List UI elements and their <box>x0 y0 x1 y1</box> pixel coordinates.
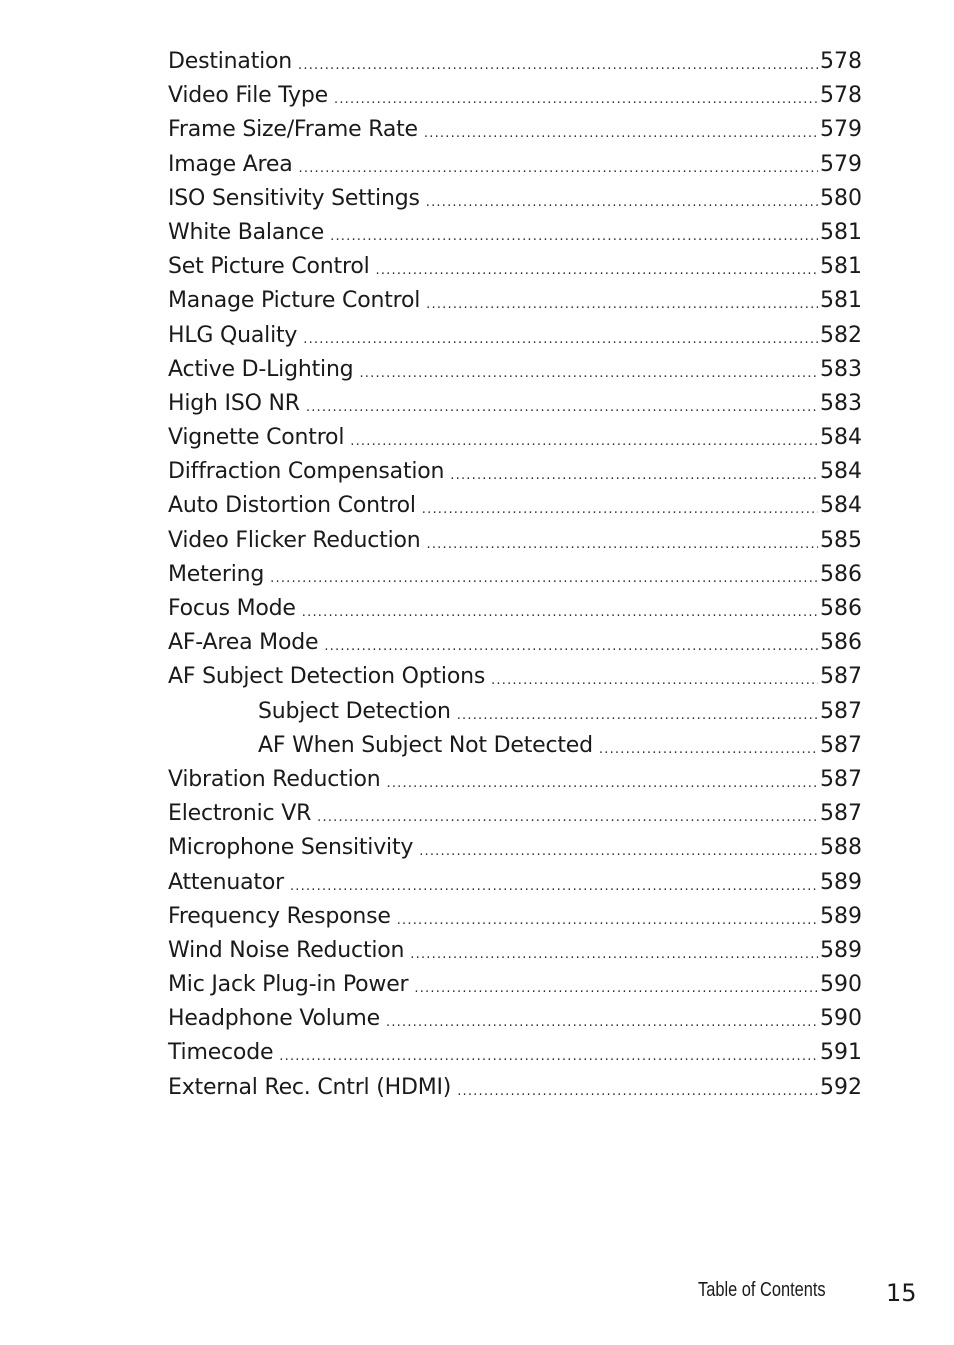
toc-dot-leader <box>457 1075 818 1109</box>
toc-entry-page-number[interactable]: 588 <box>820 835 862 861</box>
toc-entry[interactable] <box>168 1036 862 1070</box>
toc-entry[interactable] <box>168 216 862 250</box>
toc-entry-page-number[interactable]: 587 <box>820 698 862 724</box>
toc-entry-page-number[interactable]: 584 <box>820 425 862 451</box>
toc-entry[interactable] <box>168 524 862 558</box>
toc-entry-page-number[interactable]: 587 <box>820 732 862 758</box>
toc-entry-title[interactable]: Vibration Reduction <box>168 766 381 792</box>
toc-entry-title[interactable]: Video Flicker Reduction <box>168 527 421 553</box>
toc-entry-page-number[interactable]: 590 <box>820 1006 862 1032</box>
toc-entry-page-number[interactable]: 579 <box>820 117 862 143</box>
toc-dot-leader <box>450 459 818 493</box>
toc-dot-leader <box>426 288 818 322</box>
toc-entry-title[interactable]: Headphone Volume <box>168 1006 380 1032</box>
toc-entry-title[interactable]: AF-Area Mode <box>168 630 319 656</box>
toc-entry-page-number[interactable]: 581 <box>820 254 862 280</box>
toc-dot-leader <box>303 323 818 357</box>
toc-entry[interactable] <box>168 319 862 353</box>
toc-entry[interactable] <box>168 489 862 523</box>
toc-dot-leader <box>334 83 818 117</box>
toc-entry-title[interactable]: Attenuator <box>168 869 284 895</box>
toc-dot-leader <box>599 733 818 767</box>
toc-entry-title[interactable]: Image Area <box>168 151 293 177</box>
toc-dot-leader <box>414 972 818 1006</box>
toc-dot-leader <box>350 425 818 459</box>
footer-section-label: Table of Contents <box>698 1279 826 1301</box>
toc-entry-title[interactable]: Focus Mode <box>168 596 296 621</box>
toc-entry[interactable] <box>168 695 862 729</box>
toc-entry-title[interactable]: Auto Distortion Control <box>168 493 416 519</box>
toc-entry-page-number[interactable]: 585 <box>820 527 862 553</box>
toc-entry-page-number[interactable]: 579 <box>820 151 862 177</box>
toc-dot-leader <box>491 664 818 698</box>
toc-dot-leader <box>457 699 818 733</box>
toc-dot-leader <box>279 1040 818 1074</box>
toc-entry-title[interactable]: Active D-Lighting <box>168 356 354 382</box>
toc-entry[interactable] <box>168 182 862 216</box>
toc-entry-title[interactable]: Vignette Control <box>168 425 345 451</box>
toc-entry[interactable] <box>168 45 862 79</box>
toc-entry-page-number[interactable]: 584 <box>820 459 862 485</box>
toc-entry-title[interactable]: AF Subject Detection Options <box>168 664 486 690</box>
toc-dot-leader <box>306 391 818 425</box>
toc-entry-title[interactable]: Destination <box>168 49 293 74</box>
toc-entry[interactable] <box>168 797 862 831</box>
toc-entry[interactable] <box>168 284 862 318</box>
toc-dot-leader <box>386 767 818 801</box>
toc-entry-page-number[interactable]: 581 <box>820 288 862 314</box>
toc-entry[interactable] <box>168 113 862 147</box>
toc-entry-title[interactable]: Microphone Sensitivity <box>168 835 414 861</box>
toc-entry-title[interactable]: Frame Size/Frame Rate <box>168 117 418 143</box>
toc-entry-title[interactable]: Frequency Response <box>168 903 391 929</box>
toc-entry-title[interactable]: ISO Sensitivity Settings <box>168 185 420 211</box>
toc-dot-leader <box>359 357 818 391</box>
toc-entry-title[interactable]: Manage Picture Control <box>168 288 421 314</box>
toc-entry[interactable] <box>168 660 862 694</box>
toc-entry-page-number[interactable]: 587 <box>820 766 862 792</box>
toc-entry-title[interactable]: High ISO NR <box>168 390 300 416</box>
toc-entry[interactable] <box>168 592 862 626</box>
toc-entry[interactable] <box>168 763 862 797</box>
toc-dot-leader <box>290 870 818 904</box>
toc-entry[interactable] <box>168 968 862 1002</box>
toc-dot-leader <box>427 528 818 562</box>
toc-entry[interactable] <box>168 421 862 455</box>
toc-entry[interactable] <box>168 148 862 182</box>
toc-entry[interactable] <box>168 831 862 865</box>
toc-entry-page-number[interactable]: 583 <box>820 390 862 416</box>
toc-entry-page-number[interactable]: 592 <box>820 1074 862 1100</box>
toc-dot-leader <box>299 152 818 186</box>
toc-dot-leader <box>426 186 818 220</box>
toc-dot-leader <box>270 562 818 596</box>
toc-entry-title[interactable]: Set Picture Control <box>168 254 370 280</box>
toc-dot-leader <box>386 1006 818 1040</box>
toc-dot-leader <box>302 596 818 630</box>
toc-entry-title[interactable]: Wind Noise Reduction <box>168 937 405 963</box>
toc-entry-page-number[interactable]: 581 <box>820 219 862 245</box>
toc-entry-page-number[interactable]: 586 <box>820 596 862 621</box>
toc-entry-page-number[interactable]: 591 <box>820 1040 862 1066</box>
toc-entry[interactable] <box>168 250 862 284</box>
toc-entry[interactable] <box>168 1071 862 1105</box>
toc-entry-page-number[interactable]: 589 <box>820 869 862 895</box>
toc-entry[interactable] <box>168 729 862 763</box>
toc-entry[interactable] <box>168 387 862 421</box>
toc-entry-title[interactable]: HLG Quality <box>168 322 298 348</box>
footer-page-number: 15 <box>886 1279 917 1307</box>
toc-entry[interactable] <box>168 455 862 489</box>
toc-entry[interactable] <box>168 934 862 968</box>
toc-entry[interactable] <box>168 866 862 900</box>
toc-entry-page-number[interactable]: 586 <box>820 561 862 587</box>
toc-entry[interactable] <box>168 79 862 113</box>
toc-dot-leader <box>397 904 818 938</box>
table-of-contents-list <box>168 45 862 1105</box>
toc-entry[interactable] <box>168 353 862 387</box>
toc-entry-title[interactable]: External Rec. Cntrl (HDMI) <box>168 1074 452 1100</box>
toc-entry-title[interactable]: AF When Subject Not Detected <box>258 732 593 758</box>
toc-entry-page-number[interactable]: 582 <box>820 322 862 348</box>
toc-dot-leader <box>410 938 818 972</box>
toc-entry-page-number[interactable]: 584 <box>820 493 862 519</box>
toc-entry[interactable] <box>168 900 862 934</box>
toc-entry-page-number[interactable]: 589 <box>820 937 862 963</box>
toc-dot-leader <box>419 835 818 869</box>
toc-dot-leader <box>422 493 818 527</box>
toc-entry-title[interactable]: White Balance <box>168 219 325 245</box>
toc-entry-title[interactable]: Mic Jack Plug-in Power <box>168 972 409 998</box>
toc-dot-leader <box>330 220 818 254</box>
toc-entry-page-number[interactable]: 578 <box>820 83 862 109</box>
toc-dot-leader <box>317 801 818 835</box>
toc-dot-leader <box>424 117 818 151</box>
toc-entry-title[interactable]: Video File Type <box>168 83 328 109</box>
toc-entry-page-number[interactable]: 578 <box>820 49 862 74</box>
toc-dot-leader <box>298 49 818 83</box>
toc-entry-page-number[interactable]: 587 <box>820 801 862 827</box>
toc-entry-title[interactable]: Diffraction Compensation <box>168 459 445 485</box>
toc-entry-page-number[interactable]: 586 <box>820 630 862 656</box>
toc-entry-page-number[interactable]: 589 <box>820 903 862 929</box>
toc-entry-page-number[interactable]: 583 <box>820 356 862 382</box>
toc-dot-leader <box>376 254 819 288</box>
toc-entry-title[interactable]: Timecode <box>168 1040 274 1066</box>
toc-entry-page-number[interactable]: 580 <box>820 185 862 211</box>
toc-dot-leader <box>324 630 818 664</box>
toc-entry-title[interactable]: Subject Detection <box>258 698 451 724</box>
toc-entry[interactable] <box>168 558 862 592</box>
toc-entry[interactable] <box>168 626 862 660</box>
toc-entry-page-number[interactable]: 590 <box>820 972 862 998</box>
toc-entry-page-number[interactable]: 587 <box>820 664 862 690</box>
toc-entry-title[interactable]: Metering <box>168 561 265 587</box>
toc-entry[interactable] <box>168 1002 862 1036</box>
toc-entry-title[interactable]: Electronic VR <box>168 801 312 827</box>
